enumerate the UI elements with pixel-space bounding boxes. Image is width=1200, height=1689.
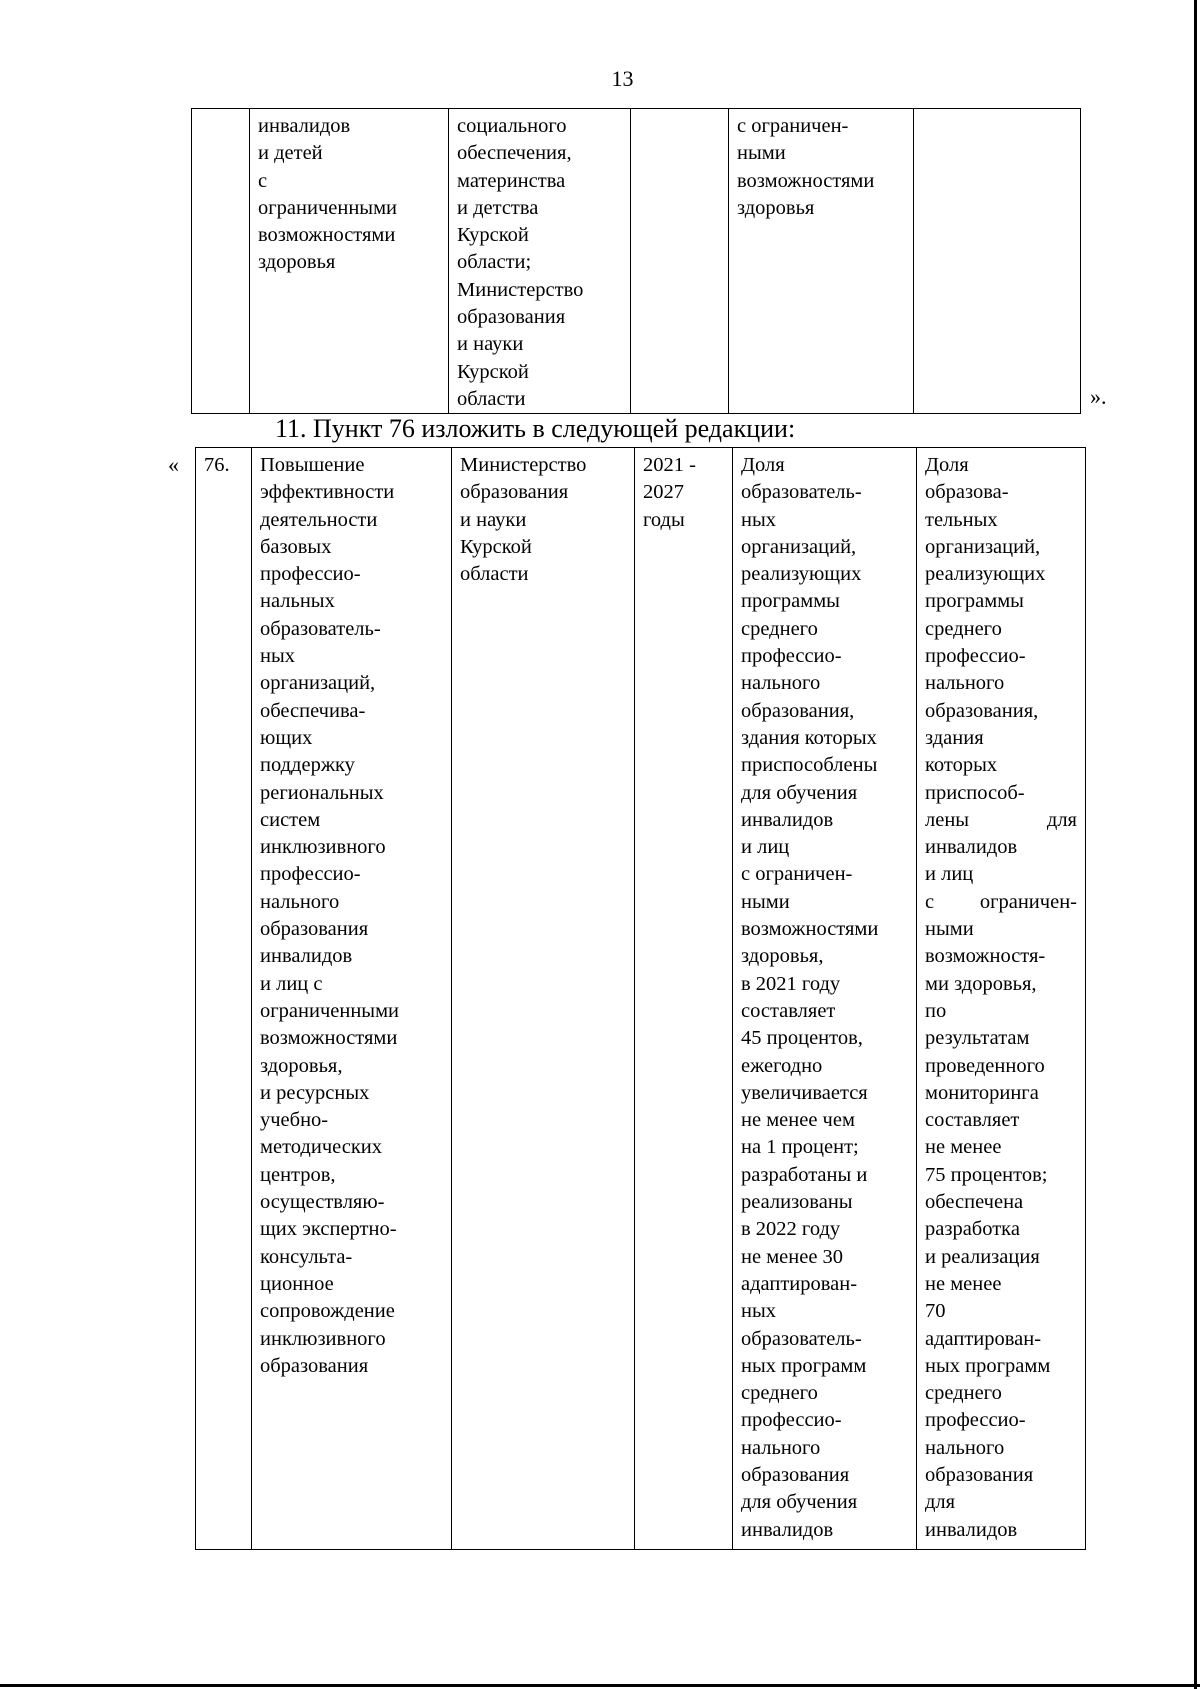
cell-line: осуществляю- — [260, 1191, 385, 1214]
cell-line: и реализация — [925, 1245, 1040, 1268]
cell-line: реализованы — [741, 1191, 853, 1214]
cell-line: инвалидов — [741, 1518, 834, 1541]
cell-line: образования — [460, 481, 569, 504]
cell-line: нального — [741, 672, 821, 695]
cell-line: консульта- — [260, 1245, 353, 1268]
amendment-heading: 11. Пункт 76 изложить в следующей редакции: — [275, 414, 796, 443]
cell-line: для обучения — [741, 1491, 858, 1514]
cell-line: 2021 - — [643, 454, 696, 476]
cell-line: здоровья, — [260, 1054, 343, 1077]
cell-activity — [252, 448, 452, 1550]
cell-line: организаций, — [925, 535, 1041, 558]
cell-line: ежегодно — [741, 1054, 823, 1077]
cell-line: Курской — [457, 224, 529, 247]
cell-line: приспособ- — [925, 781, 1025, 804]
cell-line: профессио- — [925, 645, 1026, 668]
cell-line: профессио- — [260, 863, 361, 886]
cell-line: ных — [741, 508, 776, 531]
cell-line: в 2022 году — [741, 1218, 841, 1241]
cell-line: щих экспертно- — [260, 1218, 397, 1241]
cell-line: адаптирован- — [925, 1327, 1042, 1350]
cell-line: Курской — [457, 360, 529, 383]
cell-line: увеличивается — [741, 1081, 868, 1104]
cell-line: образования, — [741, 699, 855, 722]
cell-line: и детей — [258, 142, 323, 165]
cell-line: инвалидов — [925, 1518, 1018, 1541]
continued-table — [191, 108, 1081, 414]
cell-line: по — [925, 999, 947, 1022]
cell-line: образователь- — [741, 1327, 862, 1350]
cell-period — [631, 109, 729, 414]
cell-period — [635, 448, 733, 1550]
cell-line: образования — [260, 918, 369, 941]
cell-line: Министерство — [460, 454, 587, 476]
cell-line: инвалидов — [925, 836, 1018, 859]
cell-line: не менее чем — [741, 1109, 855, 1132]
cell-line: 45 процентов, — [741, 1027, 863, 1050]
cell-line: поддержку — [260, 754, 355, 777]
cell-line: 75 процентов; — [925, 1163, 1048, 1186]
table-row — [196, 448, 1086, 1550]
cell-result — [733, 448, 917, 1550]
cell-line: не менее — [925, 1136, 1002, 1159]
cell-line: с ограничен- — [925, 890, 1077, 913]
cell-line: которых — [925, 754, 998, 777]
cell-line: нального — [925, 1436, 1005, 1459]
table-row — [192, 109, 1081, 414]
cell-line: и лиц с — [260, 972, 323, 995]
cell-line: годы — [643, 508, 685, 531]
cell-line: инвалидов — [741, 808, 834, 831]
cell-line: для — [925, 1491, 956, 1514]
cell-line: деятельности — [260, 508, 378, 531]
cell-line: в 2021 году — [741, 972, 841, 995]
cell-line: приспособлены — [741, 754, 878, 777]
cell-line: реализующих — [741, 563, 862, 586]
cell-line: систем — [260, 808, 321, 831]
cell-line: обеспечена — [925, 1191, 1024, 1214]
cell-line: области — [460, 563, 529, 586]
cell-line: здания — [925, 726, 984, 749]
cell-line: с ограничен- — [737, 115, 849, 137]
item-76-table — [195, 447, 1086, 1550]
cell-line: программы — [925, 590, 1024, 613]
cell-line: тельных — [925, 508, 998, 531]
cell-line: для обучения — [741, 781, 858, 804]
cell-responsible — [452, 448, 635, 1550]
cell-line: Доля — [741, 454, 785, 476]
cell-line: нального — [925, 672, 1005, 695]
cell-line: эффективности — [260, 481, 395, 504]
cell-line: учебно- — [260, 1109, 329, 1132]
cell-indicator — [914, 109, 1081, 414]
cell-line: результатам — [925, 1027, 1030, 1050]
cell-line: разработка — [925, 1218, 1020, 1241]
cell-line: среднего — [925, 617, 1002, 640]
cell-line: профессио- — [741, 1409, 842, 1432]
cell-line: возможностями — [258, 224, 396, 247]
page-frame-right-edge — [1194, 0, 1197, 1689]
cell-line: области — [457, 387, 526, 410]
cell-line: ных программ — [925, 1354, 1051, 1377]
cell-line: образования — [741, 1463, 850, 1486]
cell-line: базовых — [260, 535, 332, 558]
cell-line: Повышение — [260, 454, 365, 476]
cell-line: методических — [260, 1136, 383, 1159]
cell-line: ющих — [260, 726, 313, 749]
cell-line: региональных — [260, 781, 384, 804]
opening-quote: « — [168, 452, 179, 477]
cell-line: инвалидов — [260, 945, 353, 968]
cell-line: здоровья, — [741, 945, 824, 968]
cell-indicator — [917, 448, 1086, 1550]
cell-line: и лиц — [741, 836, 790, 859]
cell-line: и детства — [457, 196, 539, 219]
cell-line: ных программ — [741, 1354, 867, 1377]
cell-line: Доля — [925, 454, 969, 476]
cell-line: программы — [741, 590, 840, 613]
cell-line: ных — [260, 645, 295, 668]
cell-line: 2027 — [643, 481, 684, 504]
cell-line: профессио- — [260, 563, 361, 586]
cell-line: разработаны и — [741, 1163, 868, 1186]
cell-line: инвалидов — [258, 115, 351, 137]
cell-line: возможностями — [741, 918, 879, 941]
cell-line: и ресурсных — [260, 1081, 370, 1104]
cell-line: образования — [260, 1354, 369, 1377]
cell-line: материнства — [457, 169, 566, 192]
cell-line: нальных — [260, 590, 335, 613]
cell-line: образования — [925, 1463, 1034, 1486]
cell-line: ми здоровья, — [925, 972, 1037, 995]
cell-responsible — [449, 109, 631, 414]
cell-line: и науки — [457, 333, 524, 356]
cell-line: возможностями — [260, 1027, 398, 1050]
cell-line: 70 — [925, 1300, 946, 1323]
cell-line: ограниченными — [260, 999, 400, 1022]
cell-line: адаптирован- — [741, 1272, 858, 1295]
cell-line: нального — [260, 890, 340, 913]
cell-line: организаций, — [741, 535, 857, 558]
cell-line: не менее — [925, 1272, 1002, 1295]
cell-line: инклюзивного — [260, 1327, 386, 1350]
cell-result — [729, 109, 914, 414]
cell-line: составляет — [741, 999, 836, 1022]
cell-line: ционное — [260, 1272, 334, 1295]
cell-line: нального — [741, 1436, 821, 1459]
cell-line: на 1 процент; — [741, 1136, 859, 1159]
cell-activity — [250, 109, 449, 414]
cell-line: возможностями — [737, 169, 875, 192]
cell-line: инклюзивного — [260, 836, 386, 859]
cell-line: области; — [457, 251, 532, 274]
cell-line: проведенного — [925, 1054, 1045, 1077]
cell-line: образова- — [925, 481, 1009, 504]
cell-line: ными — [737, 142, 786, 165]
cell-line: и лиц — [925, 863, 974, 886]
cell-line: профессио- — [925, 1409, 1026, 1432]
cell-line: и науки — [460, 508, 527, 531]
cell-line: сопровождение — [260, 1300, 395, 1323]
cell-line: обеспечива- — [260, 699, 366, 722]
cell-number — [192, 109, 250, 414]
cell-line: составляет — [925, 1109, 1020, 1132]
cell-line: ограниченными — [258, 196, 398, 219]
cell-line: центров, — [260, 1163, 336, 1186]
cell-line: Министерство — [457, 278, 584, 301]
cell-line: среднего — [741, 1382, 818, 1405]
closing-quote: ». — [1090, 384, 1107, 409]
cell-line: Курской — [460, 535, 532, 558]
cell-line: здоровья — [258, 251, 336, 274]
cell-line: реализующих — [925, 563, 1046, 586]
cell-line: обеспечения, — [457, 142, 572, 165]
cell-line: здоровья — [737, 196, 815, 219]
cell-line: среднего — [925, 1382, 1002, 1405]
cell-line: профессио- — [741, 645, 842, 668]
cell-line: мониторинга — [925, 1081, 1039, 1104]
cell-line: среднего — [741, 617, 818, 640]
cell-line: лены для — [925, 808, 1077, 831]
cell-line: возможностя- — [925, 945, 1046, 968]
cell-line: организаций, — [260, 672, 376, 695]
cell-line: образователь- — [260, 617, 381, 640]
cell-line: с ограничен- — [741, 863, 853, 886]
cell-line: здания которых — [741, 726, 877, 749]
cell-line: не менее 30 — [741, 1245, 844, 1268]
page-frame-bottom-edge — [0, 1684, 1200, 1687]
page-number: 13 — [611, 66, 634, 91]
cell-line: 76. — [204, 454, 230, 476]
cell-line: образователь- — [741, 481, 862, 504]
cell-line: ными — [741, 890, 790, 913]
cell-line: социального — [457, 115, 567, 137]
cell-line: образования — [457, 306, 566, 329]
cell-line: с — [258, 169, 268, 192]
cell-line: ных — [741, 1300, 776, 1323]
cell-line: ными — [925, 918, 974, 941]
cell-number — [196, 448, 252, 1550]
cell-line: образования, — [925, 699, 1039, 722]
